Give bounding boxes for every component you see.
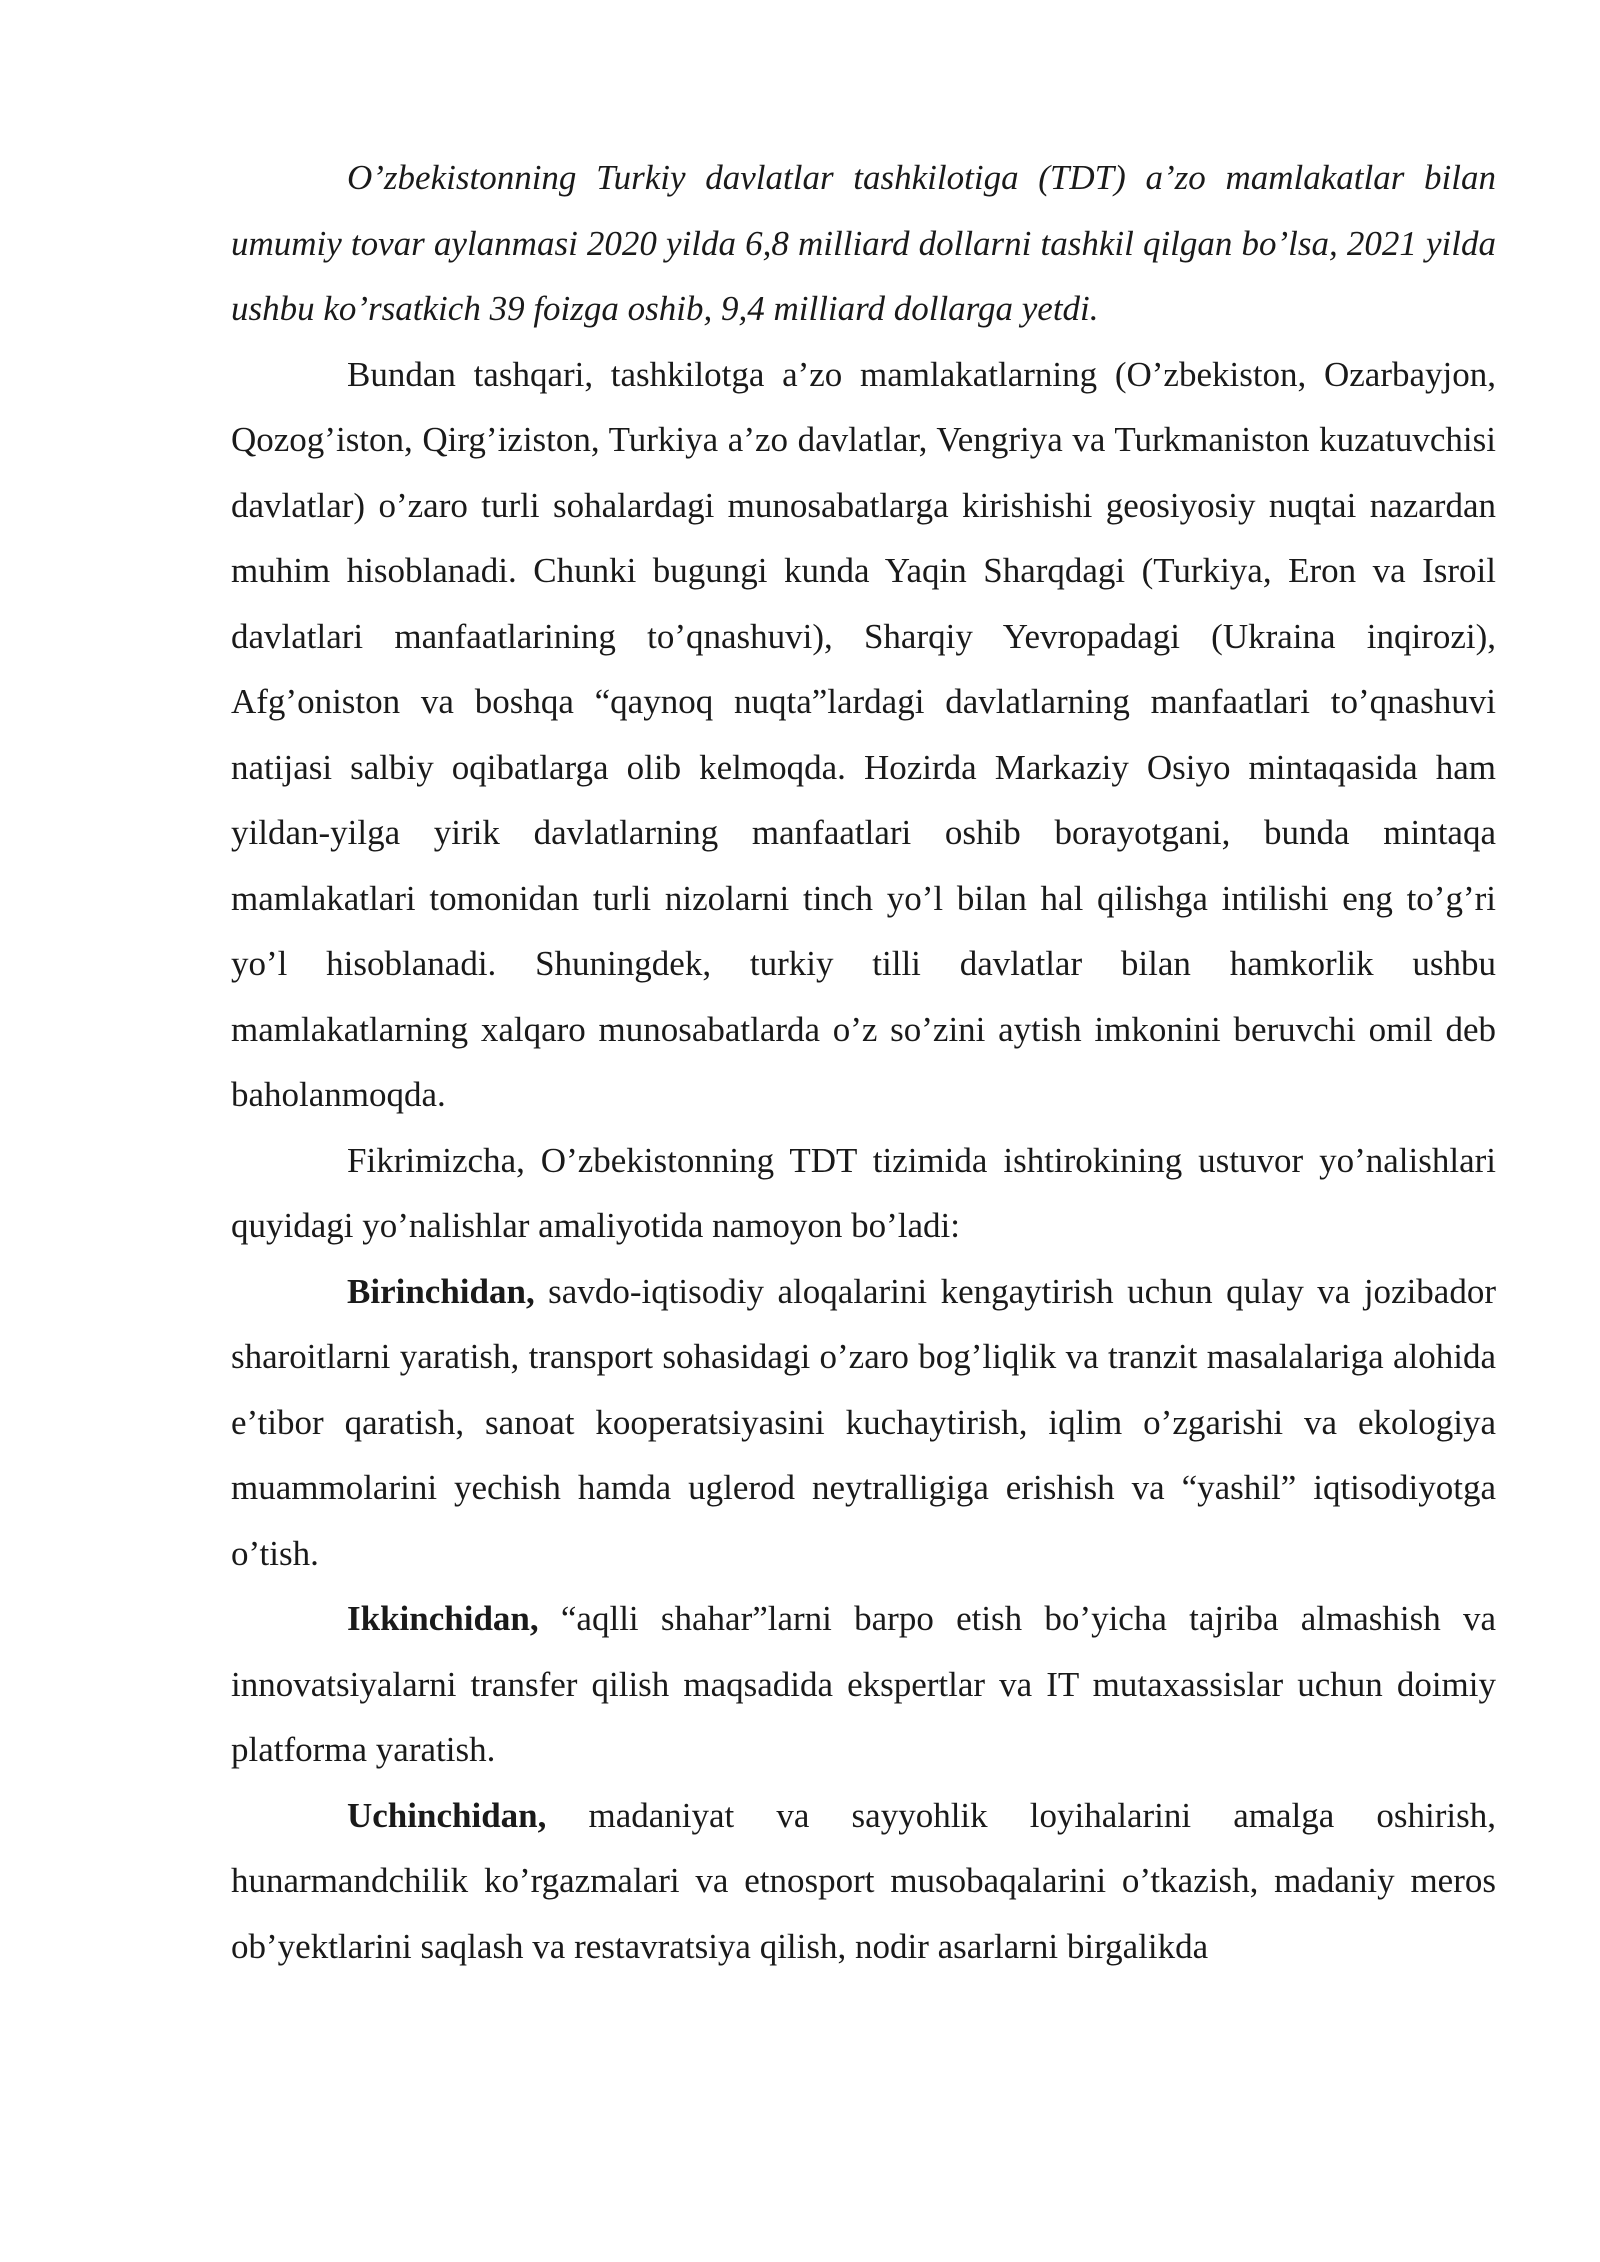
paragraph-lead: Uchinchidan, — [347, 1795, 547, 1835]
paragraph-text: madaniyat va sayyohlik loyihalarini amalga oshirish, hunarmandchilik ko’rgazmalari va etnosport musobaqalarini o’tkazish, madaniy meros ob’yektlarini saqlash va restavratsiya qilish, nodir asarlarni birgalikda — [231, 1795, 1496, 1966]
paragraph-geopolitics — [231, 342, 1496, 1128]
document-page — [231, 145, 1496, 1979]
paragraph-priorities-intro — [231, 1128, 1496, 1259]
paragraph-second-priority — [231, 1586, 1496, 1783]
paragraph-lead: Birinchidan, — [347, 1271, 535, 1311]
paragraph-text: Fikrimizcha, O’zbekistonning TDT tizimida ishtirokining ustuvor yo’nalishlari quyidagi yo’nalishlar amaliyotida namoyon bo’ladi: — [231, 1140, 1496, 1245]
paragraph-text: “aqlli shahar”larni barpo etish bo’yicha tajriba almashish va innovatsiyalarni transfer qilish maqsadida ekspertlar va IT mutaxassislar uchun doimiy platforma yaratish. — [231, 1599, 1496, 1769]
paragraph-first-priority — [231, 1259, 1496, 1587]
paragraph-lead: Ikkinchidan, — [347, 1599, 539, 1638]
paragraph-trade-turnover — [231, 145, 1496, 342]
paragraph-text: savdo-iqtisodiy aloqalarini kengaytirish uchun qulay va jozibador sharoitlarni yaratish, transport sohasidagi o’zaro bog’liqlik va tranzit masalalariga alohida e’tibor qaratish, sanoat kooperatsiyasini kuchaytirish, iqlim o’zgarishi va ekologiya muammolarini yechish hamda uglerod neytralligiga erishish va “yashil” iqtisodiyotga o’tish. — [231, 1271, 1496, 1573]
paragraph-text: O’zbekistonning Turkiy davlatlar tashkilotiga (TDT) a’zo mamlakatlar bilan umumiy tovar aylanmasi 2020 yilda 6,8 milliard dollarni tashkil qilgan bo’lsa, 2021 yilda ushbu ko’rsatkich 39 foizga oshib, 9,4 milliard dollarga yetdi. — [231, 158, 1496, 328]
paragraph-text: Bundan tashqari, tashkilotga a’zo mamlakatlarning (O’zbekiston, Ozarbayjon, Qozog’iston, Qirg’iziston, Turkiya a’zo davlatlar, Vengriya va Turkmaniston kuzatuvchisi davlatlar) o’zaro turli sohalardagi munosabatlarga kirishishi geosiyosiy nuqtai nazardan muhim hisoblanadi. Chunki bugungi kunda Yaqin Sharqdagi (Turkiya, Eron va Isroil davlatlari manfaatlarining to’qnashuvi), Sharqiy Yevropadagi (Ukraina inqirozi), Afg’oniston va boshqa “qaynoq nuqta”lardagi davlatlarning manfaatlari to’qnashuvi natijasi salbiy oqibatlarga olib kelmoqda. Hozirda Markaziy Osiyo mintaqasida ham yildan-yilga yirik davlatlarning manfaatlari oshib borayotgani, bunda mintaqa mamlakatlari tomonidan turli nizolarni tinch yo’l bilan hal qilishga intilishi eng to’g’ri yo’l hisoblanadi. Shuningdek, turkiy tilli davlatlar bilan hamkorlik ushbu mamlakatlarning xalqaro munosabatlarda o’z so’zini aytish imkonini beruvchi omil deb baholanmoqda. — [231, 354, 1496, 1114]
paragraph-third-priority — [231, 1783, 1496, 1980]
